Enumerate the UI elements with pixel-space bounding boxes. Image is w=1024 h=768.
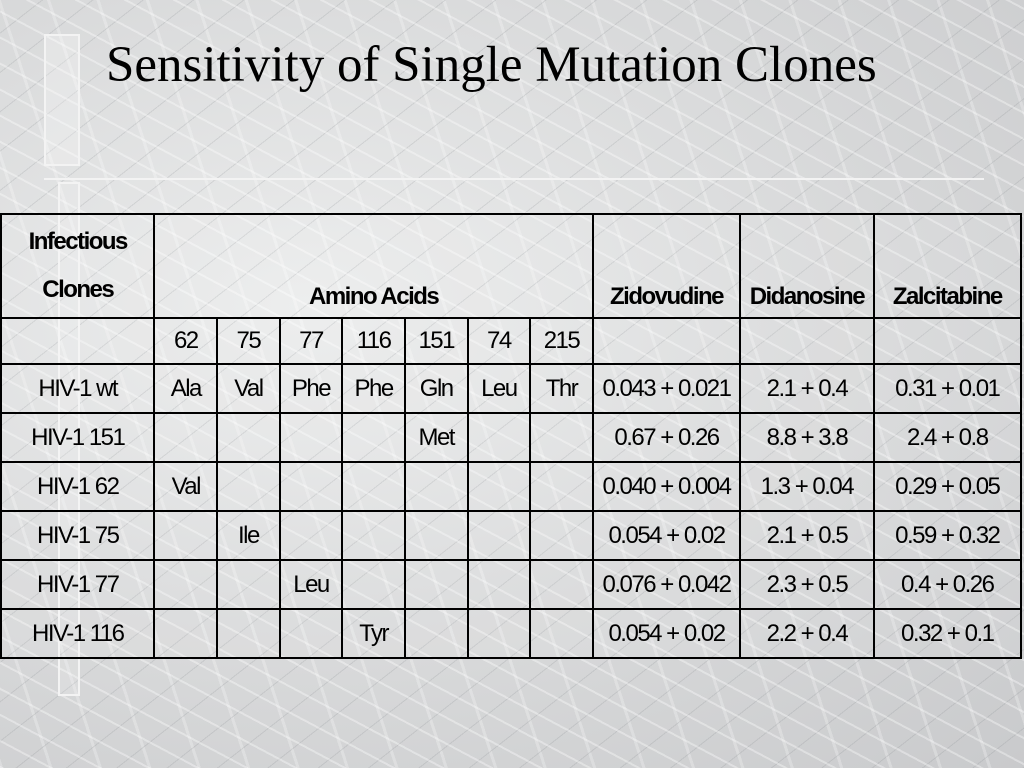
position-cell: 75: [217, 318, 280, 364]
drug-value-cell: 2.1 + 0.5: [740, 511, 873, 560]
table-body: [1, 364, 1021, 658]
table-row: [1, 364, 1021, 413]
clone-name-cell: HIV-1 75: [1, 511, 154, 560]
amino-acid-cell: Leu: [468, 364, 531, 413]
amino-acid-cell: [217, 609, 280, 658]
amino-acid-cell: [154, 609, 217, 658]
table-row: [1, 413, 1021, 462]
amino-acid-cell: [530, 609, 593, 658]
amino-acid-cell: [342, 413, 405, 462]
position-cell: 116: [342, 318, 405, 364]
position-cell: 74: [468, 318, 531, 364]
drug-value-cell: 2.4 + 0.8: [874, 413, 1021, 462]
amino-acid-cell: [468, 560, 531, 609]
clone-name-cell: HIV-1 wt: [1, 364, 154, 413]
header-row: [1, 214, 1021, 318]
table-row: [1, 609, 1021, 658]
drug-value-cell: 0.32 + 0.1: [874, 609, 1021, 658]
amino-acid-cell: [217, 560, 280, 609]
drug-value-cell: 8.8 + 3.8: [740, 413, 873, 462]
drug-value-cell: 2.2 + 0.4: [740, 609, 873, 658]
position-cell: 62: [154, 318, 217, 364]
drug-value-cell: 1.3 + 0.04: [740, 462, 873, 511]
positions-empty: [740, 318, 873, 364]
slide-title: Sensitivity of Single Mutation Clones: [106, 37, 877, 93]
decorative-bar-top: [44, 34, 80, 166]
drug-value-cell: 0.054 + 0.02: [593, 609, 740, 658]
table-row: [1, 462, 1021, 511]
clone-name-cell: HIV-1 77: [1, 560, 154, 609]
amino-acid-cell: [405, 511, 468, 560]
amino-acid-cell: [280, 609, 343, 658]
position-cell: 215: [530, 318, 593, 364]
position-cell: 77: [280, 318, 343, 364]
clone-name-cell: HIV-1 62: [1, 462, 154, 511]
positions-empty: [874, 318, 1021, 364]
amino-acid-cell: Ile: [217, 511, 280, 560]
amino-acid-cell: [280, 413, 343, 462]
amino-acid-cell: [342, 462, 405, 511]
amino-acid-cell: Val: [217, 364, 280, 413]
drug-value-cell: 0.076 + 0.042: [593, 560, 740, 609]
amino-acid-cell: [405, 462, 468, 511]
amino-acid-cell: [468, 462, 531, 511]
header-zidovudine: Zidovudine: [593, 214, 740, 318]
amino-acid-cell: [468, 609, 531, 658]
drug-value-cell: 0.4 + 0.26: [874, 560, 1021, 609]
amino-acid-cell: [280, 462, 343, 511]
amino-acid-cell: [530, 462, 593, 511]
amino-acid-cell: [342, 511, 405, 560]
amino-acid-cell: Val: [154, 462, 217, 511]
amino-acid-cell: [154, 413, 217, 462]
amino-acid-cell: [468, 413, 531, 462]
amino-acid-cell: Leu: [280, 560, 343, 609]
drug-value-cell: 0.67 + 0.26: [593, 413, 740, 462]
table-row: [1, 560, 1021, 609]
clone-name-cell: HIV-1 116: [1, 609, 154, 658]
table-row: [1, 511, 1021, 560]
drug-value-cell: 0.29 + 0.05: [874, 462, 1021, 511]
amino-acid-cell: [154, 560, 217, 609]
clone-name-cell: HIV-1 151: [1, 413, 154, 462]
amino-acid-cell: Tyr: [342, 609, 405, 658]
drug-value-cell: 2.3 + 0.5: [740, 560, 873, 609]
amino-acid-cell: Phe: [280, 364, 343, 413]
drug-value-cell: 2.1 + 0.4: [740, 364, 873, 413]
header-amino-acids: Amino Acids: [154, 214, 592, 318]
drug-value-cell: 0.59 + 0.32: [874, 511, 1021, 560]
amino-acid-cell: [154, 511, 217, 560]
amino-acid-cell: [280, 511, 343, 560]
amino-acid-cell: [342, 560, 405, 609]
drug-value-cell: 0.31 + 0.01: [874, 364, 1021, 413]
drug-value-cell: 0.043 + 0.021: [593, 364, 740, 413]
amino-acid-cell: Phe: [342, 364, 405, 413]
drug-value-cell: 0.040 + 0.004: [593, 462, 740, 511]
amino-acid-cell: Thr: [530, 364, 593, 413]
amino-acid-cell: [530, 413, 593, 462]
amino-acid-cell: [405, 609, 468, 658]
sensitivity-table: [0, 213, 1022, 659]
amino-acid-cell: Ala: [154, 364, 217, 413]
positions-row: [1, 318, 1021, 364]
positions-empty: [1, 318, 154, 364]
amino-acid-cell: [468, 511, 531, 560]
amino-acid-cell: Gln: [405, 364, 468, 413]
amino-acid-cell: [405, 560, 468, 609]
header-zalcitabine: Zalcitabine: [874, 214, 1021, 318]
decorative-rule: [44, 178, 984, 180]
amino-acid-cell: [217, 413, 280, 462]
drug-value-cell: 0.054 + 0.02: [593, 511, 740, 560]
amino-acid-cell: [217, 462, 280, 511]
amino-acid-cell: [530, 511, 593, 560]
position-cell: 151: [405, 318, 468, 364]
positions-empty: [593, 318, 740, 364]
header-didanosine: Didanosine: [740, 214, 873, 318]
amino-acid-cell: Met: [405, 413, 468, 462]
header-clones: Infectious Clones: [1, 214, 154, 318]
amino-acid-cell: [530, 560, 593, 609]
